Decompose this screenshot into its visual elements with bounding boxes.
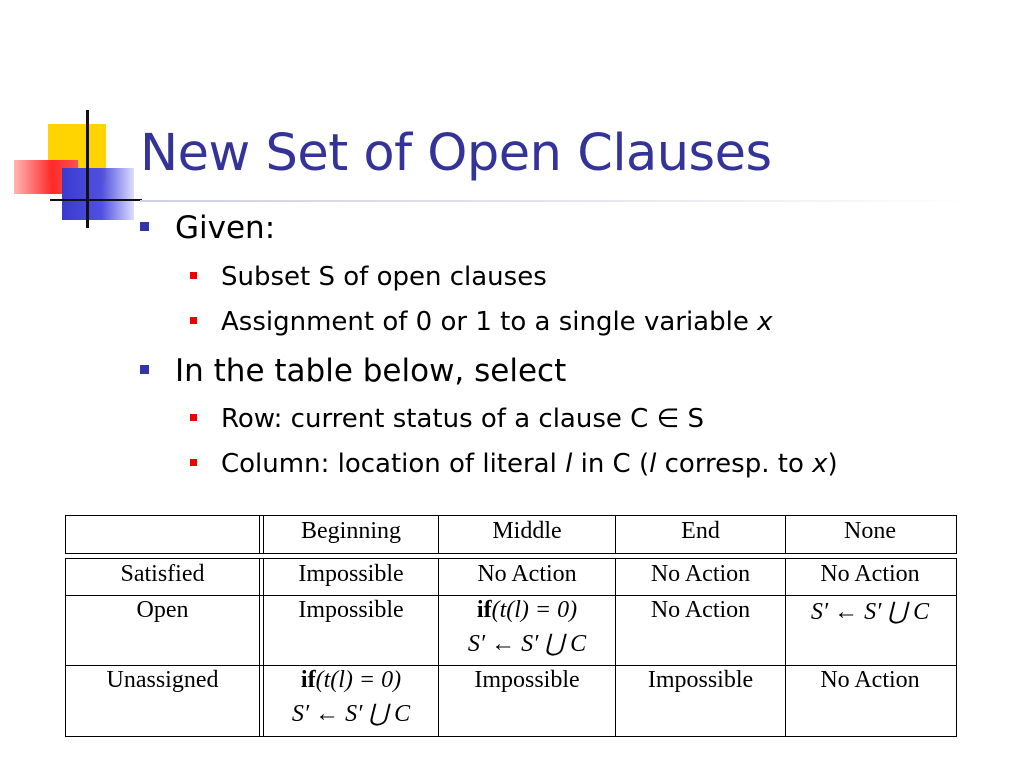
slide-logo <box>0 0 140 230</box>
if-keyword: if <box>476 597 492 623</box>
table-cell-assignment <box>264 699 438 728</box>
column-header: Middle <box>492 518 562 544</box>
sub-bullet-text: Assignment of 0 or 1 to a single variable <box>221 307 758 337</box>
table-cell: No Action <box>820 561 920 587</box>
bullet-text: In the table below, select <box>175 353 567 389</box>
slide-title: New Set of Open Clauses <box>140 124 772 183</box>
table-cell: No Action <box>477 561 577 587</box>
variable-x: x <box>812 449 828 479</box>
table-cell-if-condition <box>264 667 438 694</box>
divider <box>259 559 260 736</box>
column-header: End <box>681 518 720 544</box>
sub-bullet-row <box>190 404 704 434</box>
sub-bullet-text: Column: location of literal <box>221 449 566 479</box>
row-label: Unassigned <box>106 667 219 693</box>
sub-bullet-text-mid: in C ( <box>572 449 650 479</box>
set-assignment: S′ ← S′ ⋃ C <box>291 701 411 727</box>
row-label: Satisfied <box>120 561 205 587</box>
sub-bullet-column <box>190 449 838 479</box>
table-header <box>65 515 957 554</box>
bullet-given <box>140 210 275 246</box>
table-cell: Impossible <box>298 561 404 587</box>
logo-vertical-line <box>86 110 89 228</box>
set-assignment: S′ ← S′ ⋃ C <box>467 631 587 657</box>
literal-l: l <box>649 449 657 479</box>
table-cell-if-condition <box>439 597 615 624</box>
column-header: Beginning <box>301 518 401 544</box>
sub-bullet-subset <box>190 262 547 292</box>
if-condition: (t(l) = 0) <box>315 667 402 693</box>
table-cell: No Action <box>820 667 920 693</box>
sub-bullet-marker <box>190 414 197 421</box>
table-cell: Impossible <box>474 667 580 693</box>
bullet-marker <box>140 222 149 231</box>
sub-bullet-assignment <box>190 307 773 337</box>
element-of-symbol: ∈ <box>656 404 680 434</box>
table-cell: No Action <box>650 561 751 587</box>
divider <box>66 665 956 666</box>
if-condition: (t(l) = 0) <box>491 597 578 623</box>
literal-l: l <box>565 449 573 479</box>
logo-horizontal-line <box>50 199 142 201</box>
table-cell-assignment <box>439 629 615 658</box>
logo-blue-square <box>62 168 134 220</box>
sub-bullet-marker <box>190 459 197 466</box>
divider <box>66 595 956 596</box>
bullet-text: Given: <box>175 210 276 246</box>
table-cell: No Action <box>650 597 751 623</box>
table-cell: Impossible <box>298 597 404 623</box>
if-keyword: if <box>300 667 316 693</box>
table-cell: Impossible <box>647 667 754 693</box>
sub-bullet-marker <box>190 272 197 279</box>
column-header: None <box>844 518 896 544</box>
title-underline <box>140 200 970 202</box>
sub-bullet-text-mid: corresp. to <box>656 449 813 479</box>
sub-bullet-text: Subset S of open clauses <box>221 262 547 292</box>
bullet-marker <box>140 365 149 374</box>
table-body <box>65 558 957 737</box>
sub-bullet-marker <box>190 317 197 324</box>
variable-x: x <box>757 307 773 337</box>
sub-bullet-text: Row: current status of a clause C <box>221 404 657 434</box>
sub-bullet-text-end: ) <box>827 449 838 479</box>
table-cell-assignment <box>786 597 954 626</box>
row-label: Open <box>136 597 189 623</box>
bullet-table-select <box>140 353 566 389</box>
divider <box>259 516 260 553</box>
sub-bullet-text-end: S <box>679 404 705 434</box>
set-assignment: S′ ← S′ ⋃ C <box>810 599 930 625</box>
